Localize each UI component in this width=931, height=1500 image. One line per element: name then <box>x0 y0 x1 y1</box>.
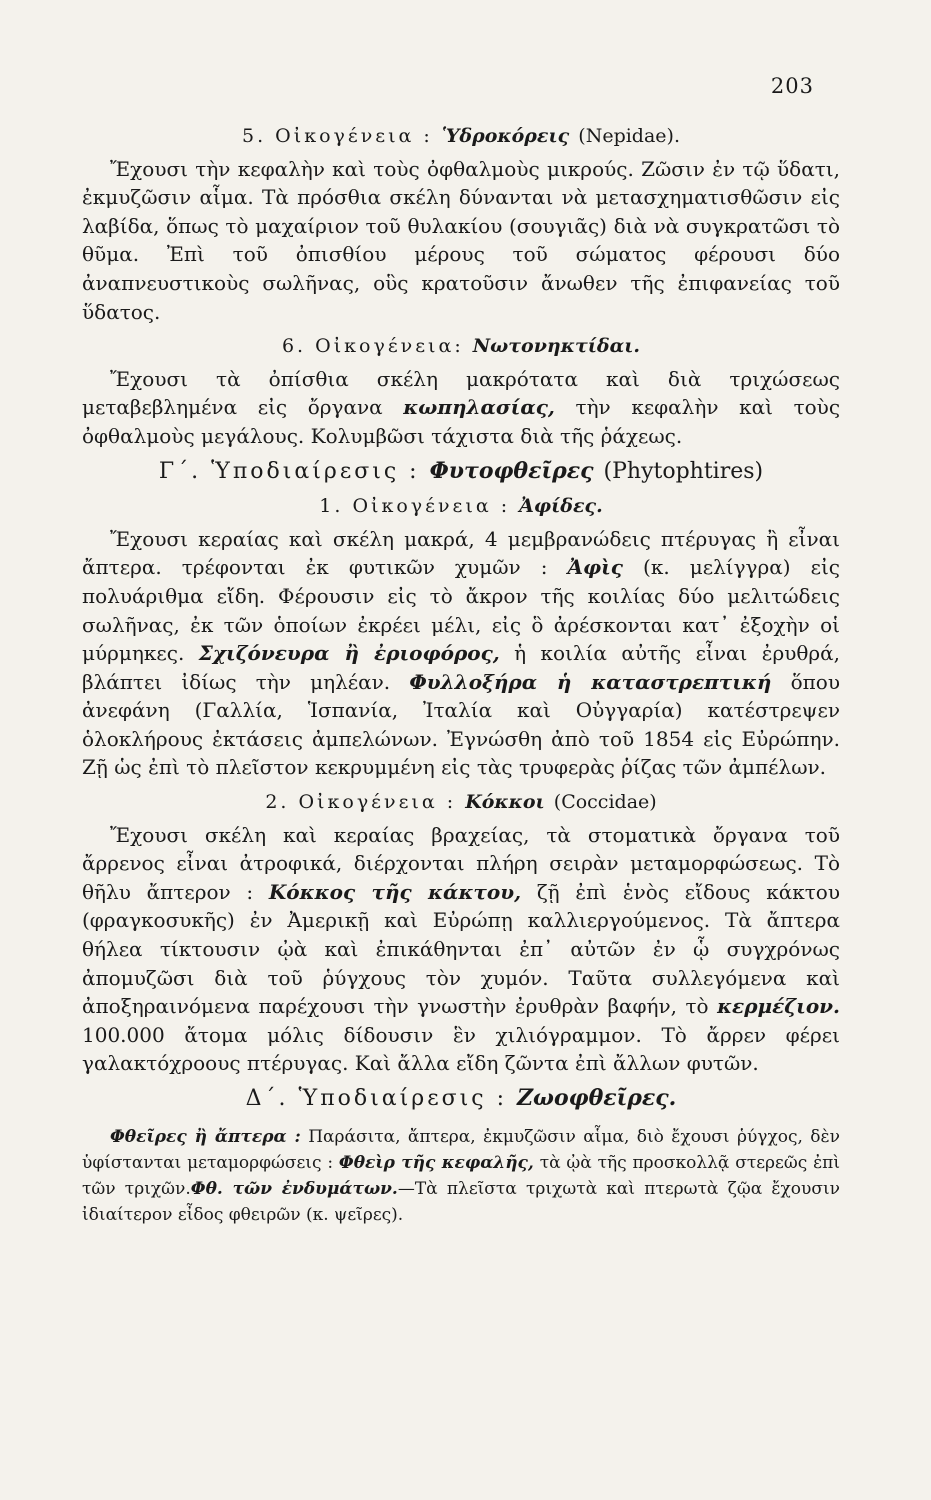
species-term: Κόκκος τῆς κάκτου, <box>268 879 522 904</box>
text-run: Ἔχουσι τὰ ὀπίσθια σκέλη μακρότατα καὶ διὰ τριχώσεως μεταβεβλημένα εἰς ὄργανα <box>82 366 840 420</box>
subdivision-name: Ζωοφθεῖρες. <box>517 1085 677 1111</box>
family-name: Νωτονηκτίδαι. <box>472 335 641 358</box>
family-5-heading <box>82 122 840 151</box>
family-c2-heading <box>82 788 840 817</box>
species-term: Σχιζόνευρα ἢ ἐριοφόρος, <box>198 641 500 666</box>
family-c1-text <box>82 525 840 782</box>
species-term: Φθ. τῶν ἐνδυμάτων. <box>190 1178 398 1199</box>
subdivision-label: Γ΄. Ὑποδιαίρεσις : <box>158 458 420 484</box>
family-6-text <box>82 365 840 451</box>
family-c1-heading <box>82 492 840 521</box>
text-run: (κ. μελίγγρα) εἰς πολυάριθμα εἴδη. Φέρουσιν εἰς τὸ ἄκρον τῆς κοιλίας δύο μελιτώδεις σωλῆνας, ἐκ τῶν ὁποίων ἐκρέει μέλι, εἰς ὃ ἀρέσκονται κατ᾿ ἐξοχὴν οἱ μύρμηκες. <box>82 555 841 666</box>
family-latin-name: (Coccidae) <box>553 791 657 814</box>
family-name: Κόκκοι <box>465 791 545 814</box>
family-label: 2. Οἰκογένεια : <box>265 791 457 814</box>
page-content <box>82 120 840 1234</box>
lice-text <box>82 1124 840 1228</box>
subdivision-c-heading <box>82 457 840 487</box>
family-6-heading <box>82 332 840 361</box>
family-label: 1. Οἰκογένεια : <box>319 495 511 518</box>
species-term: Ἀφὶς <box>567 555 623 580</box>
family-name: Ὑδροκόρεις <box>441 125 570 147</box>
species-term: Φθεὶρ τῆς κεφαλῆς, <box>338 1152 534 1173</box>
text-run: ὅπου ἀνεφάνη (Γαλλία, Ἱσπανία, Ἰταλία καὶ Οὐγγαρία) κατέστρεψεν ὁλοκλήρους ἐκτάσεις ἀμπελώνων. Ἐγνώσθη ἀπὸ τοῦ 1854 εἰς Εὐρώπην. Ζῇ ὡς ἐπὶ τὸ πλεῖστον κεκρυμμένη εἰς τὰς τρυφερὰς ῥίζας τῶν ἀμπέλων. <box>82 669 841 780</box>
text-run: Παράσιτα, ἄπτερα, ἐκμυζῶσιν αἷμα, διὸ ἔχουσι ῥύγχος, δὲν ὑφίστανται μεταμορφώσεις : <box>82 1126 841 1173</box>
emphasis-term: κωπηλασίας, <box>403 395 555 420</box>
subdivision-name: Φυτοφθεῖρες <box>429 457 594 484</box>
text-run: τὴν κεφαλὴν καὶ τοὺς ὀφθαλμοὺς μεγάλους. Κολυμβῶσι τάχιστα διὰ τῆς ῥάχεως. <box>82 395 841 448</box>
species-term: κερμέζιον. <box>717 994 841 1019</box>
subdivision-d-heading <box>82 1084 840 1114</box>
subdivision-latin-name: (Phytophtires) <box>603 458 764 484</box>
text-run: Ἔχουσι σκέλη καὶ κεραίας βραχείας, τὰ στοματικὰ ὄργανα τοῦ ἄρρενος εἶναι ἀτροφικά, διέρχονται πλήρη σειρὰν μεταμορφώσεως. Τὸ θῆλυ ἄπτερον : <box>82 822 840 904</box>
text-run: 100.000 ἄτομα μόλις δίδουσιν ἓν χιλιόγραμμον. Τὸ ἄρρεν φέρει γαλακτόχροους πτέρυγας. Καὶ ἄλλα εἴδη ζῶντα ἐπὶ ἄλλων φυτῶν. <box>82 1022 840 1076</box>
text-run: Ἔχουσι κεραίας καὶ σκέλη μακρά, 4 μεμβρανώδεις πτέρυγας ἢ εἶναι ἄπτερα. τρέφονται ἐκ φυτικῶν χυμῶν : <box>82 526 840 580</box>
family-5-text: Ἔχουσι τὴν κεφαλὴν καὶ τοὺς ὀφθαλμοὺς μικρούς. Ζῶσιν ἐν τῷ ὕδατι, ἐκμυζῶσιν αἷμα. Τὰ πρόσθια σκέλη δύνανται νὰ μετασχηματισθῶσιν εἰς λαβίδα, ὅπως τὸ μαχαίριον τοῦ θυλακίου (σουγιᾶς) διὰ νὰ συγκρατῶσι τὸ θῦμα. Ἐπὶ τοῦ ὀπισθίου μέρους τοῦ σώματος φέρουσι δύο ἀναπνευστικοὺς σωλῆνας, οὓς κρατοῦσιν ἄνωθεν τῆς ἐπιφανείας τοῦ ὕδατος. <box>82 156 840 324</box>
family-label: 5. Οἰκογένεια : <box>242 125 433 147</box>
text-run: τὰ ᾠὰ τῆς προσκολλᾷ στερεῶς ἐπὶ τῶν τριχῶν. <box>82 1152 841 1199</box>
subdivision-label: Δ΄. Ὑποδιαίρεσις : <box>245 1086 507 1111</box>
species-term: Φθεῖρες ἢ ἄπτερα : <box>110 1126 301 1147</box>
family-label: 6. Οἰκογένεια: <box>281 335 464 358</box>
species-term: Φυλλοξήρα ἡ καταστρεπτική <box>409 669 772 694</box>
family-latin-name: (Nepidae). <box>578 125 680 147</box>
text-run: —Τὰ πλεῖστα τριχωτὰ καὶ πτερωτὰ ζῷα ἔχουσιν ἰδιαίτερον εἶδος φθειρῶν (κ. ψεῖρες). <box>82 1178 840 1225</box>
text-run: ζῇ ἐπὶ ἑνὸς εἴδους κάκτου (φραγκοσυκῆς) ἐν Ἀμερικῇ καὶ Εὐρώπῃ καλλιεργούμενος. Τὰ ἄπτερα θήλεα τίκτουσιν ᾠὰ καὶ ἐπικάθηνται ἐπ᾿ αὐτῶν ἐν ᾧ συγχρόνως ἀπομυζῶσι διὰ τοῦ ῥύγχους τὸν χυμόν. Ταῦτα συλλεγόμενα καὶ ἀποξηραινόμενα παρέχουσι τὴν γνωστὴν ἐρυθρὰν βαφήν, τὸ <box>82 879 840 1019</box>
page-number: 203 <box>770 74 814 98</box>
family-c2-text <box>82 821 840 1078</box>
text-run: ἡ κοιλία αὐτῆς εἶναι ἐρυθρά, βλάπτει ἰδίως τὴν μηλέαν. <box>82 641 841 694</box>
family-name: Ἀφίδες. <box>519 495 603 518</box>
